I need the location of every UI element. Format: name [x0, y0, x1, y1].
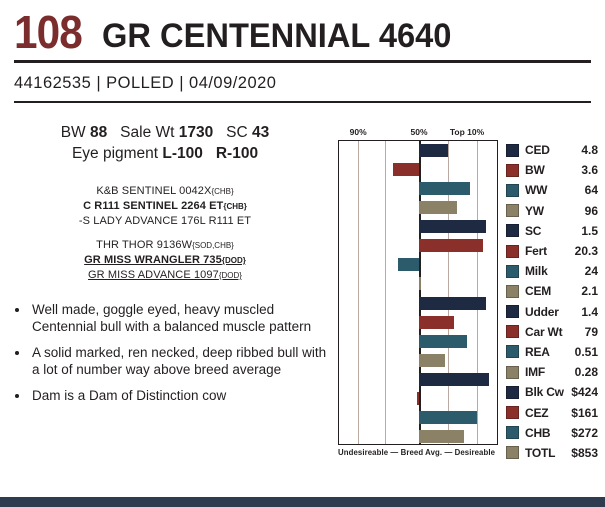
legend-trait-label: YW: [525, 203, 544, 218]
pedigree-sire-sup: {CHB}: [223, 202, 247, 211]
id-divider: [14, 101, 591, 103]
legend-row: [506, 362, 598, 382]
description-list: [18, 301, 330, 404]
legend-row: [506, 322, 598, 342]
chart-bar: [419, 277, 421, 290]
chart-legend: [506, 140, 598, 463]
chart-plot-area: [338, 127, 498, 445]
chart-bar: [419, 220, 486, 233]
pedigree-dam: [0, 253, 330, 268]
legend-swatch-icon: [506, 325, 519, 338]
measurement-row-1: [10, 122, 320, 143]
chart-bar-row: [339, 201, 497, 215]
pedigree-dam-dam-name: GR MISS ADVANCE 1097: [88, 269, 219, 281]
pedigree-dam-sire-name: THR THOR 9136W: [96, 239, 193, 251]
chart-bar-row: [339, 335, 497, 349]
legend-trait-label: CED: [525, 143, 550, 158]
pedigree-dam-sire: [0, 238, 330, 253]
pedigree-sire-sire: [0, 184, 330, 199]
sale-wt-label: Sale Wt: [120, 124, 175, 141]
pedigree-dam-sup: {DOD}: [221, 256, 246, 265]
legend-swatch-icon: [506, 204, 519, 217]
legend-trait-label: CEM: [525, 284, 552, 299]
legend-swatch-icon: [506, 164, 519, 177]
chart-bar: [419, 430, 464, 443]
chart-bar: [393, 163, 419, 176]
epd-chart: [338, 126, 598, 460]
chart-bar: [419, 335, 467, 348]
animal-name: GR CENTENNIAL 4640: [101, 17, 452, 55]
legend-row: [506, 423, 598, 443]
pedigree-sire-dam: -S LADY ADVANCE 176L R111 ET: [78, 215, 252, 227]
legend-swatch-icon: [506, 345, 519, 358]
chart-bar-row: [339, 316, 497, 330]
sc-label: SC: [226, 124, 248, 141]
chart-bar-row: [339, 411, 497, 425]
legend-row: [506, 382, 598, 402]
chart-percentile-label: 90%: [349, 127, 367, 137]
legend-trait-value: 4.8: [581, 143, 598, 158]
chart-bar-row: [339, 239, 497, 253]
chart-bar: [419, 182, 470, 195]
measurement-row-2: [10, 143, 320, 164]
legend-row: [506, 221, 598, 241]
sc-value: 43: [252, 124, 270, 141]
legend-trait-value: 24: [584, 264, 598, 279]
legend-swatch-icon: [506, 366, 519, 379]
legend-trait-label: WW: [525, 183, 548, 198]
chart-bar: [419, 297, 486, 310]
legend-trait-value: 96: [584, 203, 598, 218]
chart-bar: [419, 411, 477, 424]
chart-bar-row: [339, 220, 497, 234]
pedigree-dam-dam: [0, 268, 330, 283]
legend-trait-value: 3.6: [581, 163, 598, 178]
legend-trait-label: CEZ: [525, 405, 549, 420]
legend-trait-value: 1.5: [581, 223, 598, 238]
chart-percentile-label: 50%: [410, 127, 428, 137]
legend-row: [506, 261, 598, 281]
chart-bar-row: [339, 144, 497, 158]
bw-value: 88: [90, 124, 108, 141]
pedigree: [0, 184, 330, 283]
legend-trait-label: Blk Cw: [525, 385, 564, 400]
chart-bar-row: [339, 373, 497, 387]
list-item: • Dam is a Dam of Distinction cow: [30, 387, 330, 404]
chart-bar: [419, 239, 483, 252]
legend-trait-label: CHB: [525, 425, 551, 440]
legend-row: [506, 180, 598, 200]
left-column: [0, 122, 330, 413]
pedigree-dam-sire-sup: {SOD,CHB}: [192, 241, 234, 250]
chart-bar-row: [339, 163, 497, 177]
legend-trait-value: $853: [571, 445, 598, 460]
chart-bar-row: [339, 430, 497, 444]
chart-bar: [419, 354, 445, 367]
legend-trait-value: 1.4: [581, 304, 598, 319]
legend-trait-value: 20.3: [574, 244, 598, 259]
eye-pigment-label: Eye pigment: [71, 145, 159, 162]
legend-trait-value: 0.28: [574, 365, 598, 380]
legend-swatch-icon: [506, 426, 519, 439]
legend-swatch-icon: [506, 184, 519, 197]
legend-trait-label: Milk: [525, 264, 548, 279]
chart-bar: [417, 392, 419, 405]
chart-percentile-label: Top 10%: [449, 127, 485, 137]
legend-trait-value: $161: [571, 405, 598, 420]
legend-swatch-icon: [506, 224, 519, 237]
pedigree-sire-sire-name: K&B SENTINEL 0042X: [96, 185, 212, 197]
chart-bar: [419, 201, 457, 214]
eye-pigment-left-value: L-100: [162, 145, 203, 162]
bw-label: BW: [60, 124, 86, 141]
chart-bar: [419, 316, 454, 329]
measurements: [0, 122, 330, 164]
legend-trait-value: $424: [571, 385, 598, 400]
legend-trait-label: Udder: [525, 304, 559, 319]
chart-bar: [419, 373, 489, 386]
legend-trait-label: TOTL: [525, 445, 556, 460]
chart-bar-row: [339, 354, 497, 368]
header-divider: [14, 60, 591, 63]
pedigree-dam-name: GR MISS WRANGLER 735: [84, 254, 222, 266]
list-item: • Well made, goggle eyed, heavy muscled Centennial bull with a balanced muscle pattern: [30, 301, 330, 335]
chart-bar-row: [339, 392, 497, 406]
registration-line: 44162535 | POLLED | 04/09/2020: [14, 73, 277, 92]
chart-bar-row: [339, 277, 497, 291]
legend-trait-value: 2.1: [581, 284, 598, 299]
chart-bar-row: [339, 182, 497, 196]
legend-swatch-icon: [506, 144, 519, 157]
legend-trait-value: 79: [584, 324, 598, 339]
footer-bar: [0, 497, 605, 507]
legend-trait-label: BW: [525, 163, 545, 178]
chart-bar: [419, 144, 448, 157]
chart-bar: [398, 258, 419, 271]
legend-swatch-icon: [506, 285, 519, 298]
legend-trait-value: 64: [584, 183, 598, 198]
legend-row: [506, 342, 598, 362]
legend-trait-label: IMF: [525, 365, 546, 380]
sale-wt-value: 1730: [178, 124, 214, 141]
legend-swatch-icon: [506, 386, 519, 399]
chart-bars-container: [338, 127, 498, 445]
legend-swatch-icon: [506, 305, 519, 318]
pedigree-sire-sire-sup: {CHB}: [211, 187, 234, 196]
legend-trait-label: REA: [525, 344, 550, 359]
legend-row: [506, 201, 598, 221]
list-item: • A solid marked, ren necked, deep ribbed bull with a lot of number way above breed average: [30, 344, 330, 378]
legend-trait-label: Fert: [525, 244, 547, 259]
legend-row: [506, 402, 598, 422]
legend-row: [506, 302, 598, 322]
legend-trait-value: $272: [571, 425, 598, 440]
eye-pigment-right-value: R-100: [215, 145, 259, 162]
legend-trait-value: 0.51: [574, 344, 598, 359]
pedigree-dam-dam-sup: {DOD}: [218, 271, 242, 280]
legend-row: [506, 241, 598, 261]
pedigree-sire: [0, 199, 330, 214]
lot-number: 108: [14, 6, 82, 58]
legend-swatch-icon: [506, 406, 519, 419]
chart-bar-row: [339, 297, 497, 311]
legend-row: [506, 281, 598, 301]
legend-row: [506, 160, 598, 180]
legend-row: [506, 140, 598, 160]
legend-trait-label: Car Wt: [525, 324, 563, 339]
chart-axis-caption: Undesireable — Breed Avg. — Desireable: [338, 448, 496, 457]
legend-trait-label: SC: [525, 223, 542, 238]
pedigree-spacer: [0, 229, 330, 238]
legend-swatch-icon: [506, 265, 519, 278]
legend-swatch-icon: [506, 245, 519, 258]
chart-bar-row: [339, 258, 497, 272]
pedigree-sire-name: C R111 SENTINEL 2264 ET: [83, 200, 224, 212]
page-header: [0, 0, 605, 58]
